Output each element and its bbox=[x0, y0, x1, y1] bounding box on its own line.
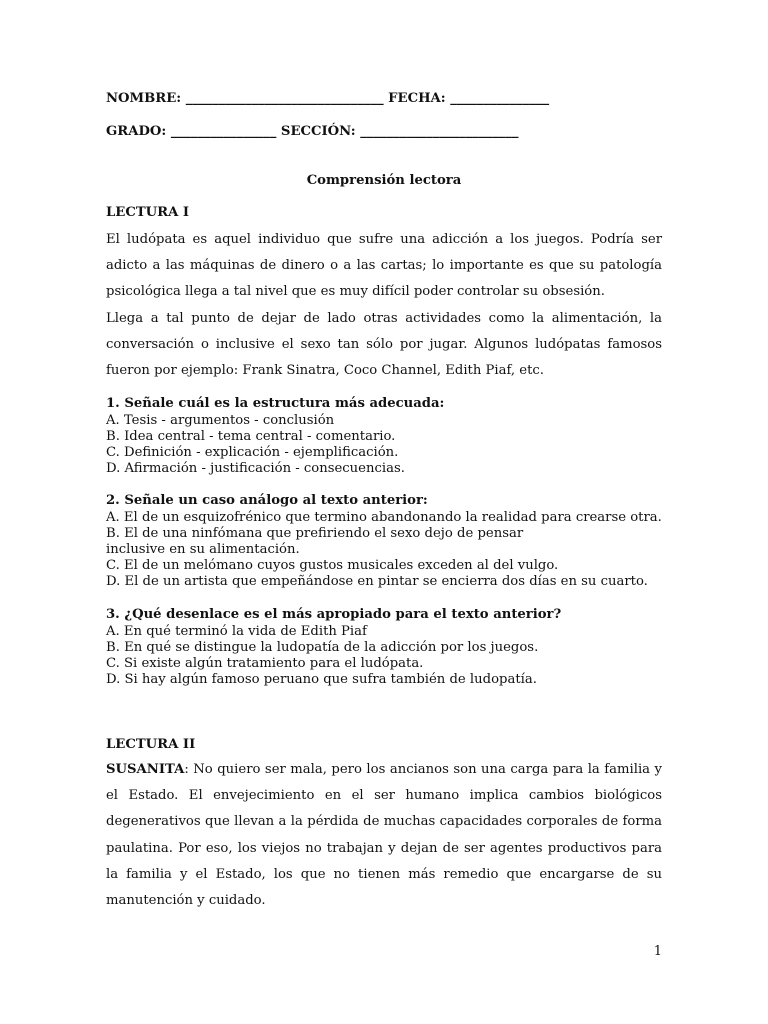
question-3-option-d: D. Si hay algún famoso peruano que sufra también de ludopatía. bbox=[106, 672, 537, 687]
lectura2-paragraph bbox=[106, 757, 662, 914]
lectura2-heading: LECTURA II bbox=[106, 737, 196, 752]
page-number: 1 bbox=[653, 944, 662, 959]
question-2-option-a: A. El de un esquizofrénico que termino abandonando la realidad para crearse otra. bbox=[106, 510, 662, 525]
question-2-option-b: B. El de una ninfómana que prefiriendo el sexo dejo de pensar inclusive en su alimentación. bbox=[106, 526, 524, 557]
grado-seccion-line: GRADO: ________________ SECCIÓN: ________________________ bbox=[106, 124, 519, 139]
question-1 bbox=[106, 396, 666, 477]
lectura2-text: : No quiero ser mala, pero los ancianos son una carga para la familia y el Estado. El envejecimiento en el ser humano implica cambios biológicos degenerativos que llevan a la pérdida de muchas capacidades corporales de forma paulatina. Por eso, los viejos no trabajan y dejan de ser agentes productivos para la familia y el Estado, los que no tienen más remedio que encargarse de su manutención y cuidado. bbox=[106, 762, 662, 909]
question-2-option-c: C. El de un melómano cuyos gustos musicales exceden al del vulgo. bbox=[106, 558, 559, 573]
lectura1-paragraph2: Llega a tal punto de dejar de lado otras actividades como la alimentación, la conversación o inclusive el sexo tan sólo por jugar. Algunos ludópatas famosos fueron por ejemplo: Frank Sinatra, Coco Channel, Edith Piaf, etc. bbox=[106, 311, 662, 379]
lectura2-speaker: SUSANITA bbox=[106, 762, 185, 777]
question-3-title: 3. ¿Qué desenlace es el más apropiado para el texto anterior? bbox=[106, 607, 562, 622]
question-3 bbox=[106, 607, 666, 688]
question-1-option-c: C. Definición - explicación - ejemplificación. bbox=[106, 445, 399, 460]
question-1-title: 1. Señale cuál es la estructura más adecuada: bbox=[106, 396, 445, 411]
question-2 bbox=[106, 493, 666, 590]
nombre-fecha-line: NOMBRE: ______________________________ FECHA: _______________ bbox=[106, 91, 550, 106]
page-title: Comprensión lectora bbox=[306, 173, 462, 188]
question-1-option-d: D. Afirmación - justificación - consecuencias. bbox=[106, 461, 405, 476]
question-2-title: 2. Señale un caso análogo al texto anterior: bbox=[106, 493, 428, 508]
question-3-option-c: C. Si existe algún tratamiento para el ludópata. bbox=[106, 656, 424, 671]
question-3-option-b: B. En qué se distingue la ludopatía de la adicción por los juegos. bbox=[106, 640, 539, 655]
question-1-option-b: B. Idea central - tema central - comentario. bbox=[106, 429, 396, 444]
lectura1-paragraph1: El ludópata es aquel individuo que sufre una adicción a los juegos. Podría ser adicto a las máquinas de dinero o a las cartas; lo importante es que su patología psicológica llega a tal nivel que es muy difícil poder controlar su obsesión. bbox=[106, 232, 662, 300]
question-2-option-d: D. El de un artista que empeñándose en pintar se encierra dos días en su cuarto. bbox=[106, 574, 648, 589]
lectura1-heading: LECTURA I bbox=[106, 205, 190, 220]
question-3-option-a: A. En qué terminó la vida de Edith Piaf bbox=[106, 624, 367, 639]
question-1-option-a: A. Tesis - argumentos - conclusión bbox=[106, 413, 335, 428]
